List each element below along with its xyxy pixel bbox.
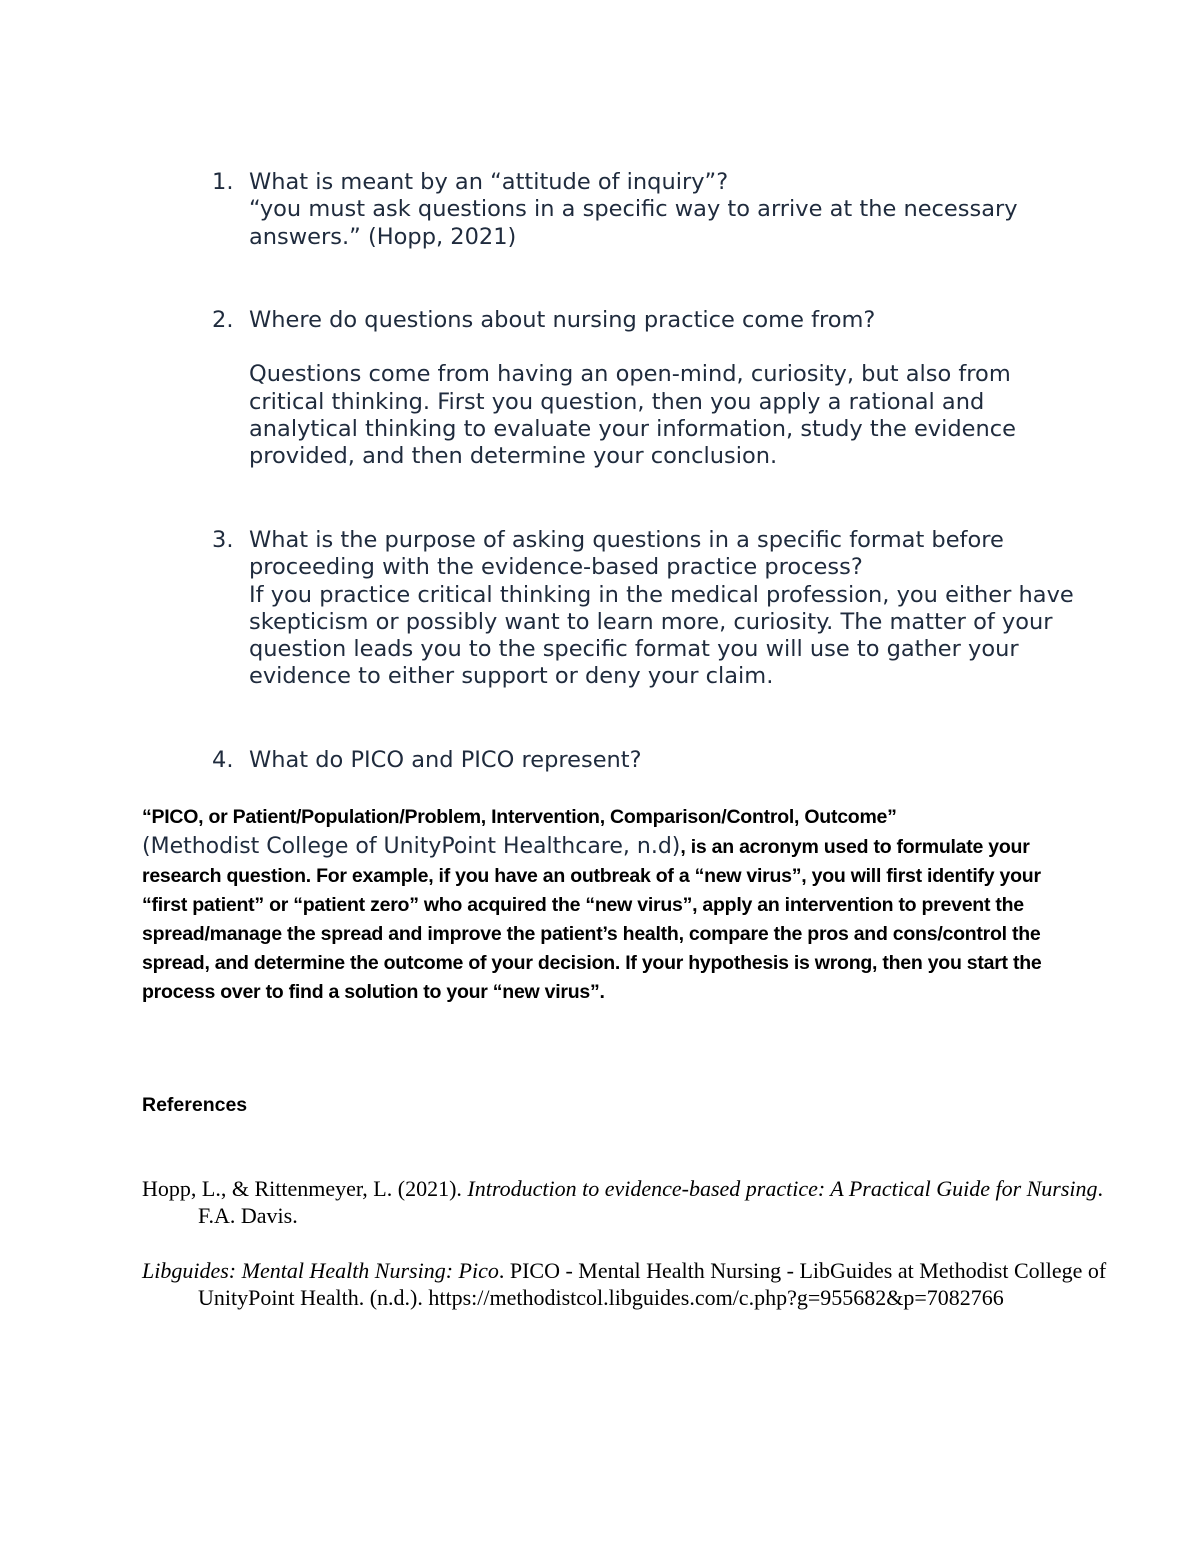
question-number: 3.	[212, 527, 234, 553]
reference-entry-2	[142, 1257, 1118, 1311]
question-number: 1.	[212, 169, 234, 195]
reference-publisher: . F.A. Davis.	[198, 1176, 1104, 1228]
question-text: What is meant by an “attitude of inquiry”?	[249, 169, 729, 195]
question-text: What do PICO and PICO represent?	[249, 747, 642, 773]
question-number: 4.	[212, 747, 234, 773]
reference-title: Introduction to evidence-based practice: A Practical Guide for Nursing	[467, 1176, 1098, 1201]
references-heading: References	[142, 1094, 248, 1116]
pico-paragraph	[142, 803, 1082, 1007]
question-text: What is the purpose of asking questions in a specific format before proceeding with the evidence-based practice process?	[249, 527, 1004, 581]
question-number: 2.	[212, 307, 234, 333]
reference-authors: Hopp, L., & Rittenmeyer, L. (2021).	[142, 1176, 468, 1201]
question-text: Where do questions about nursing practice come from?	[249, 307, 876, 333]
pico-citation: (Methodist College of UnityPoint Healthcare, n.d)	[142, 834, 681, 859]
reference-title: Libguides: Mental Health Nursing: Pico	[142, 1258, 499, 1283]
pico-explanation: , is an acronym used to formulate your research question. For example, if you have an outbreak of a “new virus”, you will first identify your “first patient” or “patient zero” who acquired the “new virus”, apply an intervention to prevent the spread/manage the spread and improve the patient’s health, compare the pros and cons/control the spread, and determine the outcome of your decision. If your hypothesis is wrong, then you start the process over to find a solution to your “new virus”.	[142, 836, 1042, 1003]
answer-text: If you practice critical thinking in the medical profession, you either have skepticism or possibly want to learn more, curiosity. The matter of your question leads you to the specific format you will use to gather your evidence to either support or deny your claim.	[249, 581, 1074, 690]
reference-url[interactable]: https://methodistcol.libguides.com/c.php?g=955682&p=7082766	[428, 1285, 1004, 1310]
reference-source: . PICO - Mental Health Nursing - LibGuides at Methodist College of UnityPoint Health. (n.d.).	[198, 1258, 1107, 1310]
answer-text: “you must ask questions in a specific way to arrive at the necessary answers.” (Hopp, 2021)	[249, 196, 1018, 250]
pico-definition: “PICO, or Patient/Population/Problem, Intervention, Comparison/Control, Outcome”	[142, 806, 897, 828]
reference-entry-1	[142, 1175, 1118, 1229]
answer-text: Questions come from having an open-mind, curiosity, but also from critical thinking. First you question, then you apply a rational and analytical thinking to evaluate your information, study the evidence provided, and then determine your conclusion.	[249, 361, 1016, 470]
